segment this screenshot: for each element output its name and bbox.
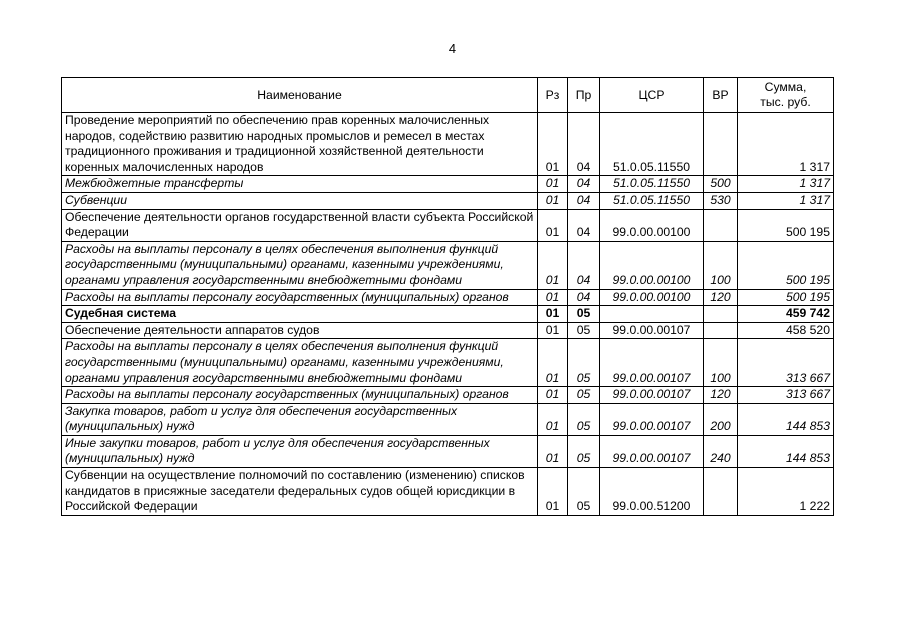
- cell-csr: 99.0.00.00107: [600, 322, 704, 339]
- cell-rz: 01: [538, 339, 568, 387]
- cell-name: Межбюджетные трансферты: [62, 176, 538, 193]
- cell-sum: 500 195: [738, 209, 834, 241]
- cell-csr: 51.0.05.11550: [600, 192, 704, 209]
- cell-sum: 1 222: [738, 468, 834, 516]
- header-pr: Пр: [568, 78, 600, 113]
- table-row: [62, 339, 834, 387]
- cell-pr: 04: [568, 113, 600, 176]
- cell-name: Субвенции на осуществление полномочий по составлению (изменению) списков кандидатов в присяжные заседатели федеральных судов общей юрисдикции в Российской Федерации: [62, 468, 538, 516]
- cell-pr: 04: [568, 289, 600, 306]
- cell-vr: 100: [704, 241, 738, 289]
- cell-sum: 313 667: [738, 339, 834, 387]
- cell-pr: 04: [568, 209, 600, 241]
- table-row: [62, 322, 834, 339]
- table-row: [62, 241, 834, 289]
- cell-sum: 1 317: [738, 113, 834, 176]
- cell-csr: 99.0.00.51200: [600, 468, 704, 516]
- cell-name: Расходы на выплаты персоналу в целях обеспечения выполнения функций государственными (муниципальными) органами, казенными учреждениями, органами управления государственными внебюджетными фондами: [62, 339, 538, 387]
- cell-rz: 01: [538, 322, 568, 339]
- cell-pr: 05: [568, 468, 600, 516]
- cell-name: Проведение мероприятий по обеспечению прав коренных малочисленных народов, содействию развитию народных промыслов и ремесел в местах традиционного проживания и традиционной хозяйственной деятельности коренных малочисленных народов: [62, 113, 538, 176]
- cell-csr: [600, 306, 704, 323]
- cell-name: Расходы на выплаты персоналу государственных (муниципальных) органов: [62, 289, 538, 306]
- cell-rz: 01: [538, 241, 568, 289]
- cell-vr: 100: [704, 339, 738, 387]
- header-sum: [738, 78, 834, 113]
- table-row: [62, 192, 834, 209]
- cell-vr: [704, 322, 738, 339]
- cell-pr: 04: [568, 176, 600, 193]
- cell-csr: 99.0.00.00107: [600, 387, 704, 404]
- cell-rz: 01: [538, 387, 568, 404]
- cell-vr: [704, 113, 738, 176]
- cell-csr: 99.0.00.00100: [600, 209, 704, 241]
- cell-name: Расходы на выплаты персоналу государственных (муниципальных) органов: [62, 387, 538, 404]
- table-row: [62, 113, 834, 176]
- cell-sum: 144 853: [738, 435, 834, 467]
- table-row: [62, 289, 834, 306]
- cell-name: Обеспечение деятельности аппаратов судов: [62, 322, 538, 339]
- table-row: [62, 306, 834, 323]
- cell-rz: 01: [538, 289, 568, 306]
- cell-csr: 99.0.00.00107: [600, 339, 704, 387]
- cell-pr: 05: [568, 435, 600, 467]
- cell-pr: 05: [568, 322, 600, 339]
- page-number: 4: [448, 41, 457, 56]
- cell-rz: 01: [538, 306, 568, 323]
- cell-csr: 99.0.00.00100: [600, 289, 704, 306]
- cell-rz: 01: [538, 113, 568, 176]
- table-row: [62, 435, 834, 467]
- cell-rz: 01: [538, 192, 568, 209]
- cell-vr: 120: [704, 387, 738, 404]
- table-body: [62, 113, 834, 516]
- cell-csr: 99.0.00.00100: [600, 241, 704, 289]
- cell-csr: 99.0.00.00107: [600, 435, 704, 467]
- cell-sum: 1 317: [738, 176, 834, 193]
- cell-name: Обеспечение деятельности органов государственной власти субъекта Российской Федерации: [62, 209, 538, 241]
- table-row: [62, 176, 834, 193]
- header-name: Наименование: [62, 78, 538, 113]
- cell-rz: 01: [538, 435, 568, 467]
- header-vr: ВР: [704, 78, 738, 113]
- cell-csr: 51.0.05.11550: [600, 176, 704, 193]
- cell-name: Расходы на выплаты персоналу в целях обеспечения выполнения функций государственными (муниципальными) органами, казенными учреждениями, органами управления государственными внебюджетными фондами: [62, 241, 538, 289]
- cell-sum: 313 667: [738, 387, 834, 404]
- cell-rz: 01: [538, 176, 568, 193]
- cell-name: Иные закупки товаров, работ и услуг для обеспечения государственных (муниципальных) нужд: [62, 435, 538, 467]
- cell-rz: 01: [538, 403, 568, 435]
- cell-csr: 99.0.00.00107: [600, 403, 704, 435]
- table-row: [62, 387, 834, 404]
- cell-pr: 05: [568, 306, 600, 323]
- table-row: [62, 209, 834, 241]
- cell-sum: 458 520: [738, 322, 834, 339]
- cell-rz: 01: [538, 209, 568, 241]
- cell-pr: 05: [568, 339, 600, 387]
- cell-vr: 240: [704, 435, 738, 467]
- cell-sum: 500 195: [738, 289, 834, 306]
- cell-vr: [704, 306, 738, 323]
- cell-pr: 05: [568, 387, 600, 404]
- cell-pr: 05: [568, 403, 600, 435]
- cell-vr: [704, 468, 738, 516]
- cell-vr: 120: [704, 289, 738, 306]
- cell-pr: 04: [568, 192, 600, 209]
- header-rz: Рз: [538, 78, 568, 113]
- table-row: [62, 468, 834, 516]
- header-csr: ЦСР: [600, 78, 704, 113]
- header-sum-line2: тыс. руб.: [760, 95, 811, 109]
- cell-rz: 01: [538, 468, 568, 516]
- cell-pr: 04: [568, 241, 600, 289]
- cell-sum: 500 195: [738, 241, 834, 289]
- cell-vr: 530: [704, 192, 738, 209]
- budget-table: [61, 77, 834, 516]
- cell-name: Судебная система: [62, 306, 538, 323]
- cell-vr: 500: [704, 176, 738, 193]
- cell-sum: 144 853: [738, 403, 834, 435]
- cell-name: Субвенции: [62, 192, 538, 209]
- cell-vr: 200: [704, 403, 738, 435]
- cell-name: Закупка товаров, работ и услуг для обеспечения государственных (муниципальных) нужд: [62, 403, 538, 435]
- cell-csr: 51.0.05.11550: [600, 113, 704, 176]
- cell-vr: [704, 209, 738, 241]
- table-header-row: [62, 78, 834, 113]
- header-sum-line1: Сумма,: [764, 80, 807, 94]
- cell-sum: 459 742: [738, 306, 834, 323]
- table-row: [62, 403, 834, 435]
- cell-sum: 1 317: [738, 192, 834, 209]
